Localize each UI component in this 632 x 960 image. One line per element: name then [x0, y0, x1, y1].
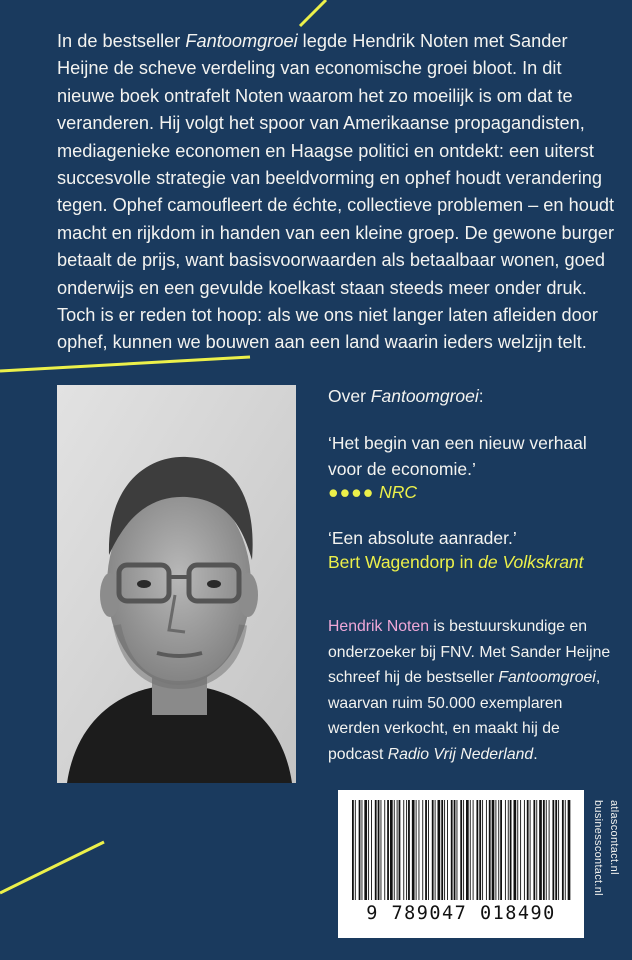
barcode-bar: [558, 800, 559, 900]
barcode-bar: [495, 800, 496, 900]
barcode-bar: [533, 800, 535, 900]
barcode-bar: [539, 800, 542, 900]
back-cover-blurb: In de bestseller Fantoomgroei legde Hendrik Noten met Sander Heijne de scheve verdeling van economische groei bloot. In dit nieuwe boek ontrafelt Noten waarom het zo moeilijk is om dat te veranderen. Hij volgt het spoor van Amerikaanse propagandisten, mediagenieke economen en Haagse politici en ontdekt: een uiterst succesvolle strategie van beeldvorming en ophef houdt verandering tegen. Ophef camoufleert de échte, collectieve problemen – en houdt macht en rijkdom in handen van een kleine groep. De gewone burger betaalt de prijs, want basisvoorwaarden als betaalbaar wonen, goed onderwijs en een gevulde koelkast staan steeds meer onder druk. Toch is er reden tot hoop: als we ons niet langer laten afleiden door ophef, kunnen we bouwen aan een land waarin ieders welzijn telt.: [57, 31, 615, 353]
barcode-bar: [444, 800, 445, 900]
author-name: Hendrik Noten: [328, 618, 429, 635]
barcode-bar: [565, 800, 566, 900]
barcode-bar: [390, 800, 393, 900]
barcode-bar: [378, 800, 380, 900]
barcode-bar: [482, 800, 483, 900]
barcode-bar: [362, 800, 363, 900]
barcode-bar: [408, 800, 410, 900]
author-portrait-image: [57, 385, 296, 783]
review-quote-volkskrant: ‘Een absolute aanrader.’: [328, 528, 517, 548]
barcode-bar: [352, 800, 354, 900]
barcode-bar: [451, 800, 453, 900]
barcode-bar: [463, 800, 464, 900]
barcode-bar: [419, 800, 420, 900]
publisher-site-businesscontact: businesscontact.nl: [592, 800, 604, 896]
barcode-bar: [514, 800, 517, 900]
barcode-bar: [355, 800, 356, 900]
barcode-bar: [441, 800, 443, 900]
barcode-bar: [406, 800, 407, 900]
barcode-bar: [505, 800, 506, 900]
barcode-bar: [425, 800, 427, 900]
barcode-bar: [524, 800, 525, 900]
barcode-bar: [371, 800, 372, 900]
barcode-bar: [508, 800, 509, 900]
author-photo: [57, 385, 296, 783]
barcode-bar: [384, 800, 385, 900]
barcode-bar: [359, 800, 361, 900]
barcode-bar: [364, 800, 367, 900]
barcode-bar: [457, 800, 458, 900]
reviews-heading: Over Fantoomgroei:: [328, 386, 484, 406]
barcode-bar: [562, 800, 564, 900]
barcode-bar: [476, 800, 478, 900]
barcode-bar: [510, 800, 512, 900]
barcode-bar: [500, 800, 502, 900]
barcode-bar: [394, 800, 395, 900]
barcode-bar: [546, 800, 547, 900]
barcode-bar: [479, 800, 481, 900]
barcode-bar: [428, 800, 429, 900]
streak-top: [300, 0, 326, 26]
streak-bottom: [0, 842, 104, 893]
barcode-bar: [447, 800, 448, 900]
author-bio: Hendrik Noten is bestuurskundige en onderzoeker bij FNV. Met Sander Heijne schreef hij de bestseller Fantoomgroei, waarvan ruim 50.000 exemplaren werden verkocht, en maakt hij de podcast Radio Vrij Nederland.: [328, 618, 611, 763]
barcode-bar: [368, 800, 369, 900]
barcode-bar: [460, 800, 462, 900]
barcode-bars-icon: [350, 800, 572, 900]
book-title-fantoomgroei: Fantoomgroei: [185, 31, 298, 51]
publisher-site-atlascontact: atlascontact.nl: [608, 800, 620, 875]
barcode-bar: [530, 800, 531, 900]
barcode-bar: [412, 800, 415, 900]
barcode-bar: [432, 800, 434, 900]
barcode-bar: [381, 800, 382, 900]
barcode-bar: [536, 800, 537, 900]
review-source-nrc: ●●●● NRC: [328, 482, 418, 502]
streak-middle: [0, 357, 250, 371]
barcode-bar: [555, 800, 557, 900]
barcode-bar: [527, 800, 529, 900]
barcode-bar: [473, 800, 474, 900]
review-quote-nrc: ‘Het begin van een nieuw verhaal voor de economie.’: [328, 433, 587, 479]
barcode-bar: [543, 800, 545, 900]
barcode-bar: [517, 800, 518, 900]
barcode-bar: [466, 800, 469, 900]
isbn-number: 9 789047 018490: [366, 903, 556, 924]
barcode-bar: [454, 800, 456, 900]
rating-stars-icon: ●●●●: [328, 482, 375, 502]
barcode-bar: [552, 800, 554, 900]
barcode-bar: [486, 800, 487, 900]
barcode-bar: [568, 800, 571, 900]
barcode-bar: [403, 800, 404, 900]
barcode-bar: [489, 800, 491, 900]
barcode-bar: [399, 800, 401, 900]
barcode-bar: [520, 800, 521, 900]
barcode-bar: [422, 800, 423, 900]
barcode-bar: [375, 800, 377, 900]
barcode-bar: [416, 800, 417, 900]
barcode-bar: [470, 800, 471, 900]
barcode-bar: [438, 800, 441, 900]
review-source-volkskrant: Bert Wagendorp in de Volkskrant: [328, 552, 584, 572]
barcode-bar: [549, 800, 550, 900]
barcode-bar: [492, 800, 495, 900]
barcode-bar: [397, 800, 398, 900]
barcode-bar: [435, 800, 436, 900]
barcode-bar: [498, 800, 499, 900]
isbn-barcode: [338, 790, 584, 938]
barcode-bar: [387, 800, 389, 900]
